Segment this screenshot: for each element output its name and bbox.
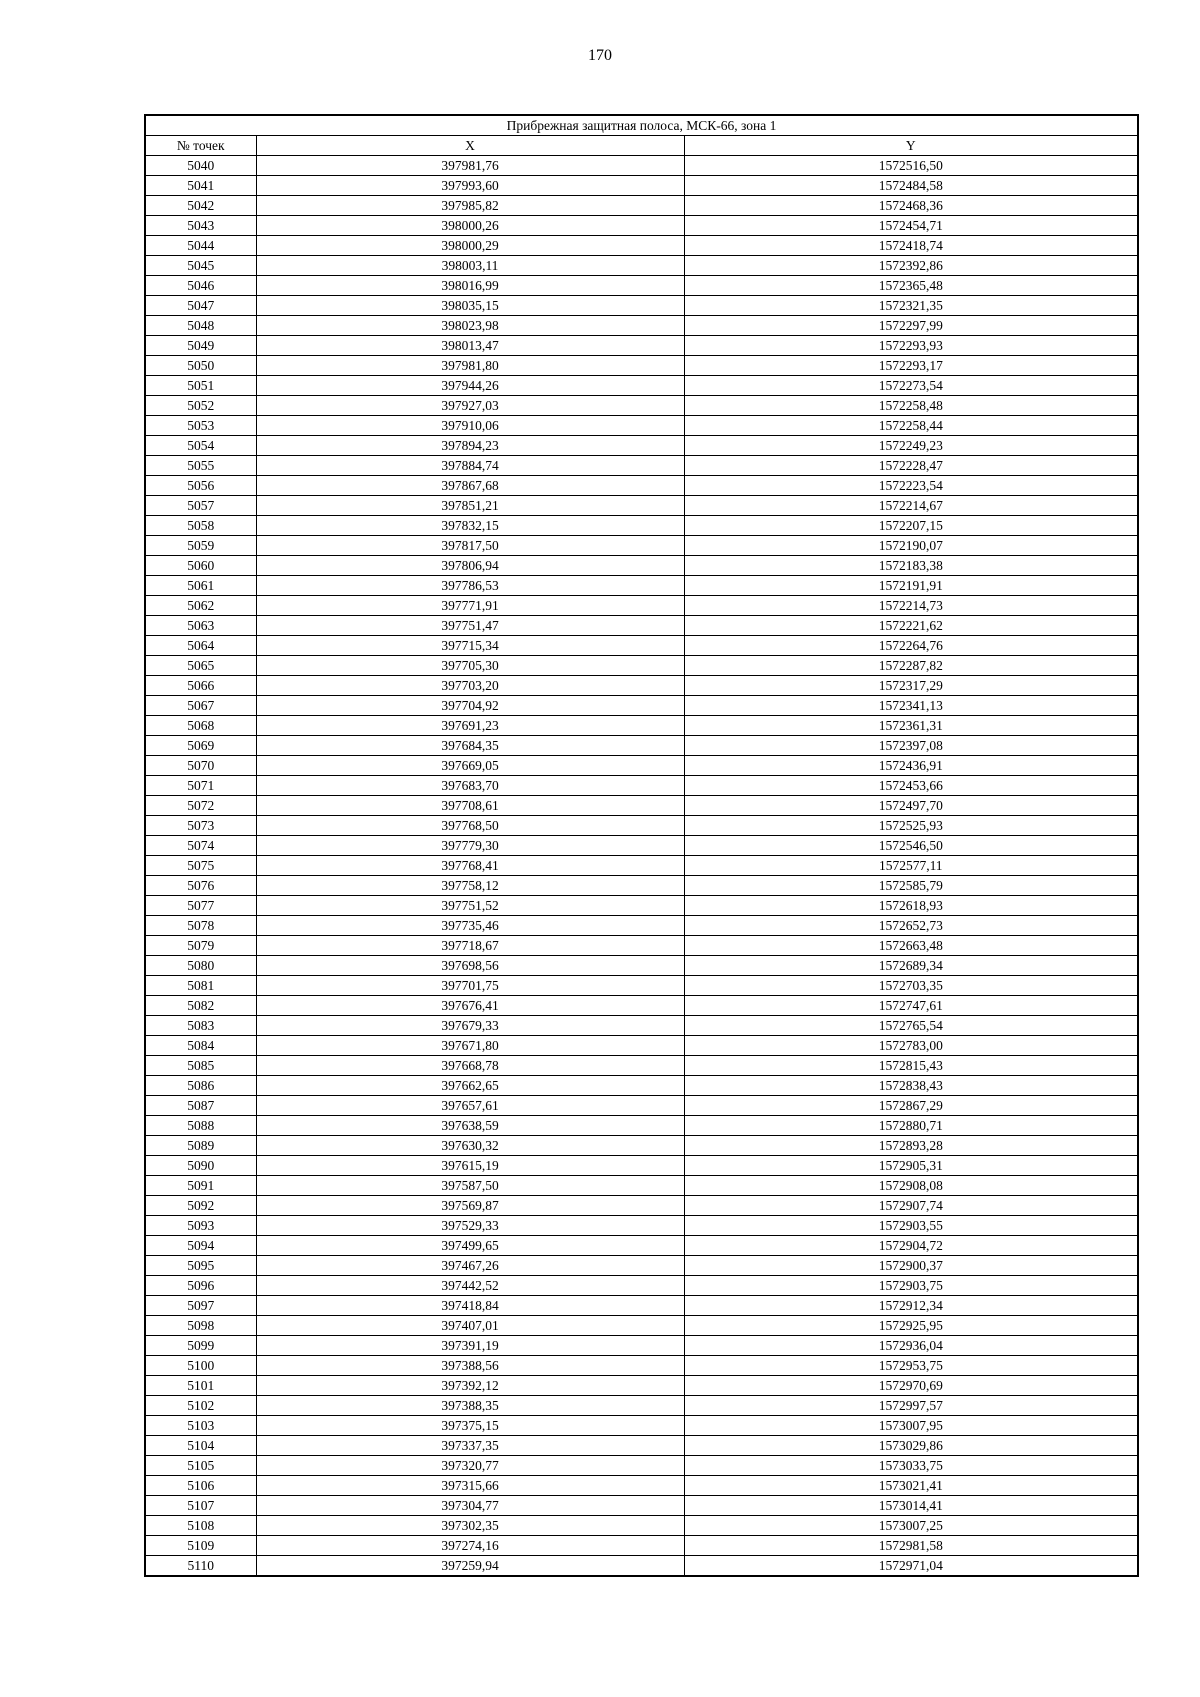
table-row xyxy=(145,1096,1138,1116)
cell-x: 397259,94 xyxy=(256,1556,684,1577)
cell-x: 397684,35 xyxy=(256,736,684,756)
table-row xyxy=(145,1416,1138,1436)
cell-y: 1573033,75 xyxy=(684,1456,1138,1476)
table-row xyxy=(145,596,1138,616)
cell-y: 1573007,25 xyxy=(684,1516,1138,1536)
cell-x: 397615,19 xyxy=(256,1156,684,1176)
table-row xyxy=(145,496,1138,516)
cell-point-number: 5045 xyxy=(145,256,256,276)
cell-y: 1572321,35 xyxy=(684,296,1138,316)
cell-y: 1572191,91 xyxy=(684,576,1138,596)
cell-point-number: 5076 xyxy=(145,876,256,896)
table-row xyxy=(145,1196,1138,1216)
cell-point-number: 5059 xyxy=(145,536,256,556)
cell-point-number: 5047 xyxy=(145,296,256,316)
cell-y: 1572223,54 xyxy=(684,476,1138,496)
cell-x: 397817,50 xyxy=(256,536,684,556)
cell-y: 1572436,91 xyxy=(684,756,1138,776)
cell-x: 397657,61 xyxy=(256,1096,684,1116)
cell-x: 397927,03 xyxy=(256,396,684,416)
cell-point-number: 5041 xyxy=(145,176,256,196)
cell-point-number: 5100 xyxy=(145,1356,256,1376)
cell-point-number: 5071 xyxy=(145,776,256,796)
cell-x: 397751,47 xyxy=(256,616,684,636)
cell-point-number: 5061 xyxy=(145,576,256,596)
cell-x: 398000,26 xyxy=(256,216,684,236)
cell-point-number: 5103 xyxy=(145,1416,256,1436)
table-row xyxy=(145,1296,1138,1316)
cell-y: 1572418,74 xyxy=(684,236,1138,256)
cell-y: 1572516,50 xyxy=(684,156,1138,176)
cell-y: 1573021,41 xyxy=(684,1476,1138,1496)
cell-y: 1572228,47 xyxy=(684,456,1138,476)
cell-y: 1573007,95 xyxy=(684,1416,1138,1436)
cell-x: 397388,35 xyxy=(256,1396,684,1416)
table-row xyxy=(145,1016,1138,1036)
cell-x: 397751,52 xyxy=(256,896,684,916)
cell-x: 398016,99 xyxy=(256,276,684,296)
cell-y: 1572903,75 xyxy=(684,1276,1138,1296)
cell-point-number: 5078 xyxy=(145,916,256,936)
cell-x: 397851,21 xyxy=(256,496,684,516)
cell-x: 397735,46 xyxy=(256,916,684,936)
cell-point-number: 5094 xyxy=(145,1236,256,1256)
cell-y: 1572971,04 xyxy=(684,1556,1138,1577)
cell-point-number: 5085 xyxy=(145,1056,256,1076)
cell-y: 1572497,70 xyxy=(684,796,1138,816)
cell-y: 1572183,38 xyxy=(684,556,1138,576)
cell-y: 1572264,76 xyxy=(684,636,1138,656)
cell-point-number: 5070 xyxy=(145,756,256,776)
table-row xyxy=(145,456,1138,476)
cell-x: 397867,68 xyxy=(256,476,684,496)
cell-point-number: 5093 xyxy=(145,1216,256,1236)
cell-x: 398035,15 xyxy=(256,296,684,316)
cell-point-number: 5063 xyxy=(145,616,256,636)
cell-point-number: 5080 xyxy=(145,956,256,976)
cell-x: 397768,50 xyxy=(256,816,684,836)
cell-x: 397630,32 xyxy=(256,1136,684,1156)
cell-x: 397708,61 xyxy=(256,796,684,816)
cell-point-number: 5040 xyxy=(145,156,256,176)
cell-point-number: 5101 xyxy=(145,1376,256,1396)
cell-x: 397985,82 xyxy=(256,196,684,216)
cell-x: 397705,30 xyxy=(256,656,684,676)
cell-y: 1572970,69 xyxy=(684,1376,1138,1396)
cell-point-number: 5089 xyxy=(145,1136,256,1156)
page-number: 170 xyxy=(588,47,612,64)
cell-y: 1572190,07 xyxy=(684,536,1138,556)
cell-x: 397467,26 xyxy=(256,1256,684,1276)
cell-x: 397529,33 xyxy=(256,1216,684,1236)
cell-point-number: 5083 xyxy=(145,1016,256,1036)
cell-point-number: 5084 xyxy=(145,1036,256,1056)
cell-x: 397704,92 xyxy=(256,696,684,716)
table-row xyxy=(145,316,1138,336)
cell-x: 397894,23 xyxy=(256,436,684,456)
cell-x: 397981,80 xyxy=(256,356,684,376)
table-row xyxy=(145,416,1138,436)
cell-y: 1572525,93 xyxy=(684,816,1138,836)
table-row xyxy=(145,736,1138,756)
table-row xyxy=(145,1396,1138,1416)
cell-x: 397499,65 xyxy=(256,1236,684,1256)
cell-y: 1572900,37 xyxy=(684,1256,1138,1276)
cell-point-number: 5067 xyxy=(145,696,256,716)
cell-y: 1572249,23 xyxy=(684,436,1138,456)
cell-y: 1572907,74 xyxy=(684,1196,1138,1216)
table-row xyxy=(145,976,1138,996)
table-row xyxy=(145,1176,1138,1196)
table-row xyxy=(145,536,1138,556)
cell-x: 397671,80 xyxy=(256,1036,684,1056)
cell-point-number: 5052 xyxy=(145,396,256,416)
cell-x: 397758,12 xyxy=(256,876,684,896)
cell-point-number: 5098 xyxy=(145,1316,256,1336)
column-header-point: № точек xyxy=(145,136,256,156)
cell-x: 397944,26 xyxy=(256,376,684,396)
cell-x: 397304,77 xyxy=(256,1496,684,1516)
cell-y: 1573029,86 xyxy=(684,1436,1138,1456)
table-row xyxy=(145,956,1138,976)
cell-y: 1572468,36 xyxy=(684,196,1138,216)
table-row xyxy=(145,376,1138,396)
cell-point-number: 5106 xyxy=(145,1476,256,1496)
table-row xyxy=(145,776,1138,796)
table-row xyxy=(145,276,1138,296)
table-row xyxy=(145,1076,1138,1096)
cell-y: 1572925,95 xyxy=(684,1316,1138,1336)
cell-x: 397392,12 xyxy=(256,1376,684,1396)
cell-point-number: 5049 xyxy=(145,336,256,356)
table-row xyxy=(145,516,1138,536)
cell-x: 397718,67 xyxy=(256,936,684,956)
cell-point-number: 5062 xyxy=(145,596,256,616)
cell-y: 1572663,48 xyxy=(684,936,1138,956)
cell-y: 1572293,17 xyxy=(684,356,1138,376)
cell-point-number: 5055 xyxy=(145,456,256,476)
table-title-row xyxy=(145,115,1138,136)
table-row xyxy=(145,196,1138,216)
table-row xyxy=(145,856,1138,876)
cell-point-number: 5109 xyxy=(145,1536,256,1556)
cell-x: 397274,16 xyxy=(256,1536,684,1556)
table-row xyxy=(145,836,1138,856)
cell-point-number: 5056 xyxy=(145,476,256,496)
cell-point-number: 5077 xyxy=(145,896,256,916)
cell-y: 1572293,93 xyxy=(684,336,1138,356)
cell-x: 397315,66 xyxy=(256,1476,684,1496)
cell-x: 398023,98 xyxy=(256,316,684,336)
cell-y: 1572258,44 xyxy=(684,416,1138,436)
cell-x: 397375,15 xyxy=(256,1416,684,1436)
table-row xyxy=(145,1476,1138,1496)
cell-x: 397569,87 xyxy=(256,1196,684,1216)
cell-y: 1572453,66 xyxy=(684,776,1138,796)
cell-point-number: 5050 xyxy=(145,356,256,376)
cell-point-number: 5054 xyxy=(145,436,256,456)
cell-x: 398003,11 xyxy=(256,256,684,276)
cell-x: 397993,60 xyxy=(256,176,684,196)
cell-y: 1572783,00 xyxy=(684,1036,1138,1056)
table-row xyxy=(145,816,1138,836)
cell-y: 1572747,61 xyxy=(684,996,1138,1016)
cell-x: 397662,65 xyxy=(256,1076,684,1096)
coordinates-table xyxy=(144,114,1139,1577)
table-row xyxy=(145,916,1138,936)
cell-point-number: 5060 xyxy=(145,556,256,576)
cell-y: 1572815,43 xyxy=(684,1056,1138,1076)
table-row xyxy=(145,336,1138,356)
cell-y: 1572703,35 xyxy=(684,976,1138,996)
cell-point-number: 5096 xyxy=(145,1276,256,1296)
table-row xyxy=(145,996,1138,1016)
table-row xyxy=(145,1276,1138,1296)
table-row xyxy=(145,696,1138,716)
cell-point-number: 5097 xyxy=(145,1296,256,1316)
table-row xyxy=(145,1516,1138,1536)
table-row xyxy=(145,1336,1138,1356)
cell-point-number: 5058 xyxy=(145,516,256,536)
cell-y: 1572936,04 xyxy=(684,1336,1138,1356)
cell-point-number: 5073 xyxy=(145,816,256,836)
cell-x: 397779,30 xyxy=(256,836,684,856)
cell-y: 1572214,67 xyxy=(684,496,1138,516)
cell-x: 397388,56 xyxy=(256,1356,684,1376)
cell-y: 1572287,82 xyxy=(684,656,1138,676)
cell-point-number: 5068 xyxy=(145,716,256,736)
table-row xyxy=(145,896,1138,916)
cell-x: 397418,84 xyxy=(256,1296,684,1316)
table-row xyxy=(145,656,1138,676)
table-row xyxy=(145,1056,1138,1076)
table-row xyxy=(145,1156,1138,1176)
cell-x: 397676,41 xyxy=(256,996,684,1016)
table-row xyxy=(145,216,1138,236)
table-row xyxy=(145,576,1138,596)
table-row xyxy=(145,256,1138,276)
table-row xyxy=(145,176,1138,196)
cell-y: 1572577,11 xyxy=(684,856,1138,876)
cell-point-number: 5108 xyxy=(145,1516,256,1536)
cell-point-number: 5046 xyxy=(145,276,256,296)
cell-x: 397669,05 xyxy=(256,756,684,776)
cell-point-number: 5102 xyxy=(145,1396,256,1416)
table-row xyxy=(145,296,1138,316)
table-row xyxy=(145,796,1138,816)
cell-x: 397771,91 xyxy=(256,596,684,616)
cell-point-number: 5086 xyxy=(145,1076,256,1096)
cell-y: 1572317,29 xyxy=(684,676,1138,696)
cell-y: 1572905,31 xyxy=(684,1156,1138,1176)
table-row xyxy=(145,936,1138,956)
cell-point-number: 5044 xyxy=(145,236,256,256)
cell-point-number: 5110 xyxy=(145,1556,256,1577)
table-row xyxy=(145,1356,1138,1376)
cell-x: 397683,70 xyxy=(256,776,684,796)
cell-y: 1572838,43 xyxy=(684,1076,1138,1096)
cell-x: 397910,06 xyxy=(256,416,684,436)
cell-y: 1572454,71 xyxy=(684,216,1138,236)
cell-point-number: 5082 xyxy=(145,996,256,1016)
table-row xyxy=(145,476,1138,496)
cell-y: 1572365,48 xyxy=(684,276,1138,296)
cell-point-number: 5079 xyxy=(145,936,256,956)
cell-y: 1572397,08 xyxy=(684,736,1138,756)
cell-y: 1572341,13 xyxy=(684,696,1138,716)
cell-y: 1572997,57 xyxy=(684,1396,1138,1416)
cell-y: 1573014,41 xyxy=(684,1496,1138,1516)
column-header-y: Y xyxy=(684,136,1138,156)
cell-y: 1572258,48 xyxy=(684,396,1138,416)
cell-point-number: 5048 xyxy=(145,316,256,336)
cell-x: 397302,35 xyxy=(256,1516,684,1536)
cell-x: 397701,75 xyxy=(256,976,684,996)
table-body xyxy=(145,156,1138,1577)
table-row xyxy=(145,1556,1138,1577)
cell-point-number: 5066 xyxy=(145,676,256,696)
table-row xyxy=(145,1536,1138,1556)
table-title: Прибрежная защитная полоса, МСК-66, зона 1 xyxy=(145,115,1138,136)
table-row xyxy=(145,1236,1138,1256)
cell-x: 397768,41 xyxy=(256,856,684,876)
cell-y: 1572904,72 xyxy=(684,1236,1138,1256)
table-row xyxy=(145,1496,1138,1516)
table-row xyxy=(145,1216,1138,1236)
cell-point-number: 5057 xyxy=(145,496,256,516)
cell-x: 397786,53 xyxy=(256,576,684,596)
cell-x: 397981,76 xyxy=(256,156,684,176)
cell-x: 397587,50 xyxy=(256,1176,684,1196)
cell-point-number: 5107 xyxy=(145,1496,256,1516)
cell-x: 397715,34 xyxy=(256,636,684,656)
cell-y: 1572214,73 xyxy=(684,596,1138,616)
cell-y: 1572912,34 xyxy=(684,1296,1138,1316)
cell-x: 398013,47 xyxy=(256,336,684,356)
cell-point-number: 5104 xyxy=(145,1436,256,1456)
table-row xyxy=(145,556,1138,576)
cell-y: 1572689,34 xyxy=(684,956,1138,976)
cell-x: 397806,94 xyxy=(256,556,684,576)
cell-point-number: 5091 xyxy=(145,1176,256,1196)
cell-x: 397703,20 xyxy=(256,676,684,696)
cell-y: 1572207,15 xyxy=(684,516,1138,536)
cell-point-number: 5064 xyxy=(145,636,256,656)
table-row xyxy=(145,1436,1138,1456)
cell-y: 1572484,58 xyxy=(684,176,1138,196)
cell-point-number: 5088 xyxy=(145,1116,256,1136)
table-row xyxy=(145,1456,1138,1476)
cell-x: 397832,15 xyxy=(256,516,684,536)
cell-point-number: 5051 xyxy=(145,376,256,396)
cell-point-number: 5099 xyxy=(145,1336,256,1356)
column-header-x: X xyxy=(256,136,684,156)
cell-x: 398000,29 xyxy=(256,236,684,256)
cell-y: 1572981,58 xyxy=(684,1536,1138,1556)
cell-y: 1572652,73 xyxy=(684,916,1138,936)
table-row xyxy=(145,1376,1138,1396)
cell-x: 397679,33 xyxy=(256,1016,684,1036)
cell-point-number: 5092 xyxy=(145,1196,256,1216)
cell-x: 397698,56 xyxy=(256,956,684,976)
cell-x: 397668,78 xyxy=(256,1056,684,1076)
cell-x: 397391,19 xyxy=(256,1336,684,1356)
cell-x: 397320,77 xyxy=(256,1456,684,1476)
cell-y: 1572297,99 xyxy=(684,316,1138,336)
cell-point-number: 5087 xyxy=(145,1096,256,1116)
cell-y: 1572893,28 xyxy=(684,1136,1138,1156)
cell-y: 1572221,62 xyxy=(684,616,1138,636)
cell-y: 1572765,54 xyxy=(684,1016,1138,1036)
cell-point-number: 5072 xyxy=(145,796,256,816)
cell-point-number: 5074 xyxy=(145,836,256,856)
cell-y: 1572908,08 xyxy=(684,1176,1138,1196)
cell-point-number: 5043 xyxy=(145,216,256,236)
cell-y: 1572585,79 xyxy=(684,876,1138,896)
cell-y: 1572546,50 xyxy=(684,836,1138,856)
table-row xyxy=(145,436,1138,456)
table-row xyxy=(145,676,1138,696)
cell-y: 1572618,93 xyxy=(684,896,1138,916)
table-row xyxy=(145,716,1138,736)
table-row xyxy=(145,1036,1138,1056)
table-row xyxy=(145,756,1138,776)
table-row xyxy=(145,1136,1138,1156)
cell-y: 1572880,71 xyxy=(684,1116,1138,1136)
table-row xyxy=(145,616,1138,636)
cell-y: 1572361,31 xyxy=(684,716,1138,736)
table-row xyxy=(145,236,1138,256)
cell-point-number: 5105 xyxy=(145,1456,256,1476)
table-row xyxy=(145,636,1138,656)
cell-point-number: 5065 xyxy=(145,656,256,676)
cell-point-number: 5081 xyxy=(145,976,256,996)
cell-point-number: 5069 xyxy=(145,736,256,756)
table-row xyxy=(145,356,1138,376)
table-row xyxy=(145,1316,1138,1336)
cell-x: 397691,23 xyxy=(256,716,684,736)
cell-x: 397638,59 xyxy=(256,1116,684,1136)
cell-y: 1572273,54 xyxy=(684,376,1138,396)
cell-x: 397337,35 xyxy=(256,1436,684,1456)
table-row xyxy=(145,1256,1138,1276)
cell-x: 397407,01 xyxy=(256,1316,684,1336)
table-row xyxy=(145,156,1138,176)
cell-point-number: 5053 xyxy=(145,416,256,436)
table-row xyxy=(145,876,1138,896)
cell-y: 1572867,29 xyxy=(684,1096,1138,1116)
cell-point-number: 5075 xyxy=(145,856,256,876)
cell-x: 397442,52 xyxy=(256,1276,684,1296)
cell-y: 1572953,75 xyxy=(684,1356,1138,1376)
table-row xyxy=(145,1116,1138,1136)
cell-y: 1572903,55 xyxy=(684,1216,1138,1236)
cell-x: 397884,74 xyxy=(256,456,684,476)
cell-y: 1572392,86 xyxy=(684,256,1138,276)
cell-point-number: 5042 xyxy=(145,196,256,216)
table-header-row xyxy=(145,136,1138,156)
cell-point-number: 5090 xyxy=(145,1156,256,1176)
table-row xyxy=(145,396,1138,416)
cell-point-number: 5095 xyxy=(145,1256,256,1276)
